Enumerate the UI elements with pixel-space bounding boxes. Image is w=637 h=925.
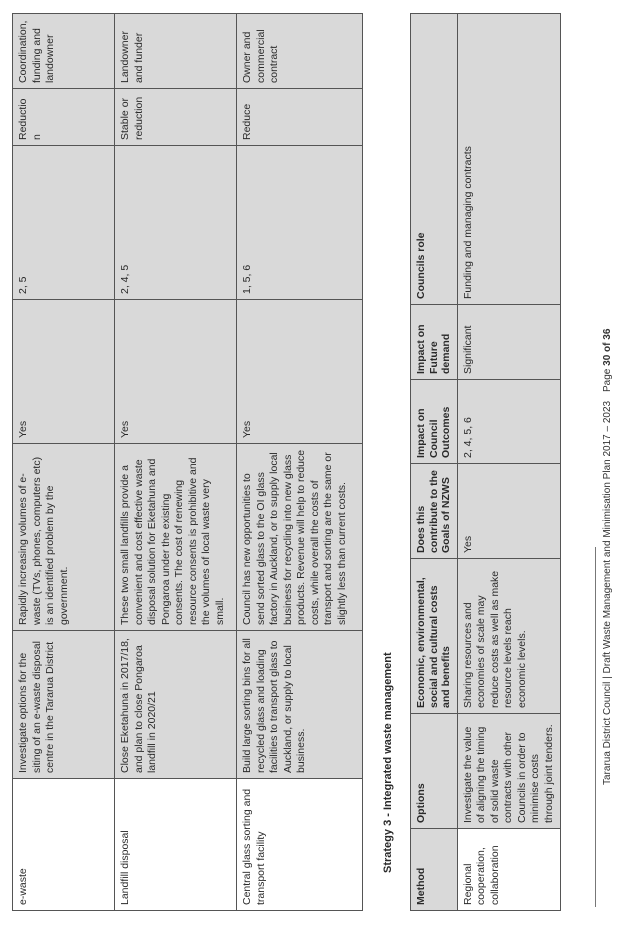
role-cell: Owner and commercial contract [237,14,363,89]
method-cell: Landfill disposal [115,779,237,911]
options-cell: Build large sorting bins for all recycled glass and loading facilities to transport glass to Auckland, or supply to local business. [237,631,363,779]
header-costs: Economic, environmental, social and cultural costs and benefits [411,559,458,714]
costs-cell: Council has new opportunities to send sorted glass to the OI glass factory in Auckland, or to supply local business for recycling into new glass products. Revenue will help to reduce costs, while overall the costs of transport and sorting are the same or slightly less than current costs. [237,444,363,631]
table-row [115,14,237,911]
header-options: Options [411,714,458,829]
costs-cell: These two small landfills provide a convenient and cost effective waste disposal solution for Eketahuna and Pongaroa under the existing consents. The cost of renewing resource consents is prohibitive and the volumes of local waste very small. [115,444,237,631]
header-role: Councils role [411,14,458,305]
header-row [411,14,458,911]
demand-cell: Reduce [237,89,363,146]
table-row [237,14,363,911]
contribute-cell: Yes [115,300,237,444]
method-cell: Regional cooperation, collaboration [457,829,561,911]
role-cell: Landowner and funder [115,14,237,89]
strategy-heading: Strategy 3 - Integrated waste management [382,652,394,873]
costs-cell: Rapidly increasing volumes of e-waste (TVs, phones, computers etc) is an identified problem by the government. [13,444,115,631]
role-cell: Coordination, funding and landowner [13,14,115,89]
outcomes-cell: 1, 5, 6 [237,146,363,300]
contribute-cell: Yes [457,464,561,559]
role-cell: Funding and managing contracts [457,14,561,305]
strategy-table [410,13,561,911]
demand-cell: Significant [457,305,561,380]
page-number [602,329,613,392]
method-cell: e-waste [13,779,115,911]
methods-table [12,13,363,911]
table-row [457,14,561,911]
footer-text: Tararua District Council | Draft Waste Management and Minimisation Plan 2017 – 2023 [602,400,613,785]
outcomes-cell: 2, 4, 5, 6 [457,380,561,464]
header-method: Method [411,829,458,911]
page-prefix: Page [602,365,613,392]
costs-cell: Sharing resources and economies of scale may reduce costs as well as make resource levels reach economic levels. [457,559,561,714]
footer-rule [595,547,596,907]
table-row [13,14,115,911]
contribute-cell: Yes [13,300,115,444]
contribute-cell: Yes [237,300,363,444]
outcomes-cell: 2, 5 [13,146,115,300]
options-cell: Close Eketahuna in 2017/18, and plan to close Pongaroa landfill in 2020/21 [115,631,237,779]
demand-cell: Stable or reduction [115,89,237,146]
demand-cell: Reduction [13,89,115,146]
options-cell: Investigate options for the siting of an e-waste disposal centre in the Tararua District [13,631,115,779]
header-contribute: Does this contribute to the Goals of NZWS [411,464,458,559]
header-outcomes: Impact on Council Outcomes [411,380,458,464]
page-count: 30 of 36 [602,328,613,366]
header-demand: Impact on Future demand [411,305,458,380]
method-cell: Central glass sorting and transport facility [237,779,363,911]
outcomes-cell: 2, 4, 5 [115,146,237,300]
options-cell: Investigate the value of aligning the timing of solid waste contracts with other Councils in order to minimise costs through joint tenders. [457,714,561,829]
